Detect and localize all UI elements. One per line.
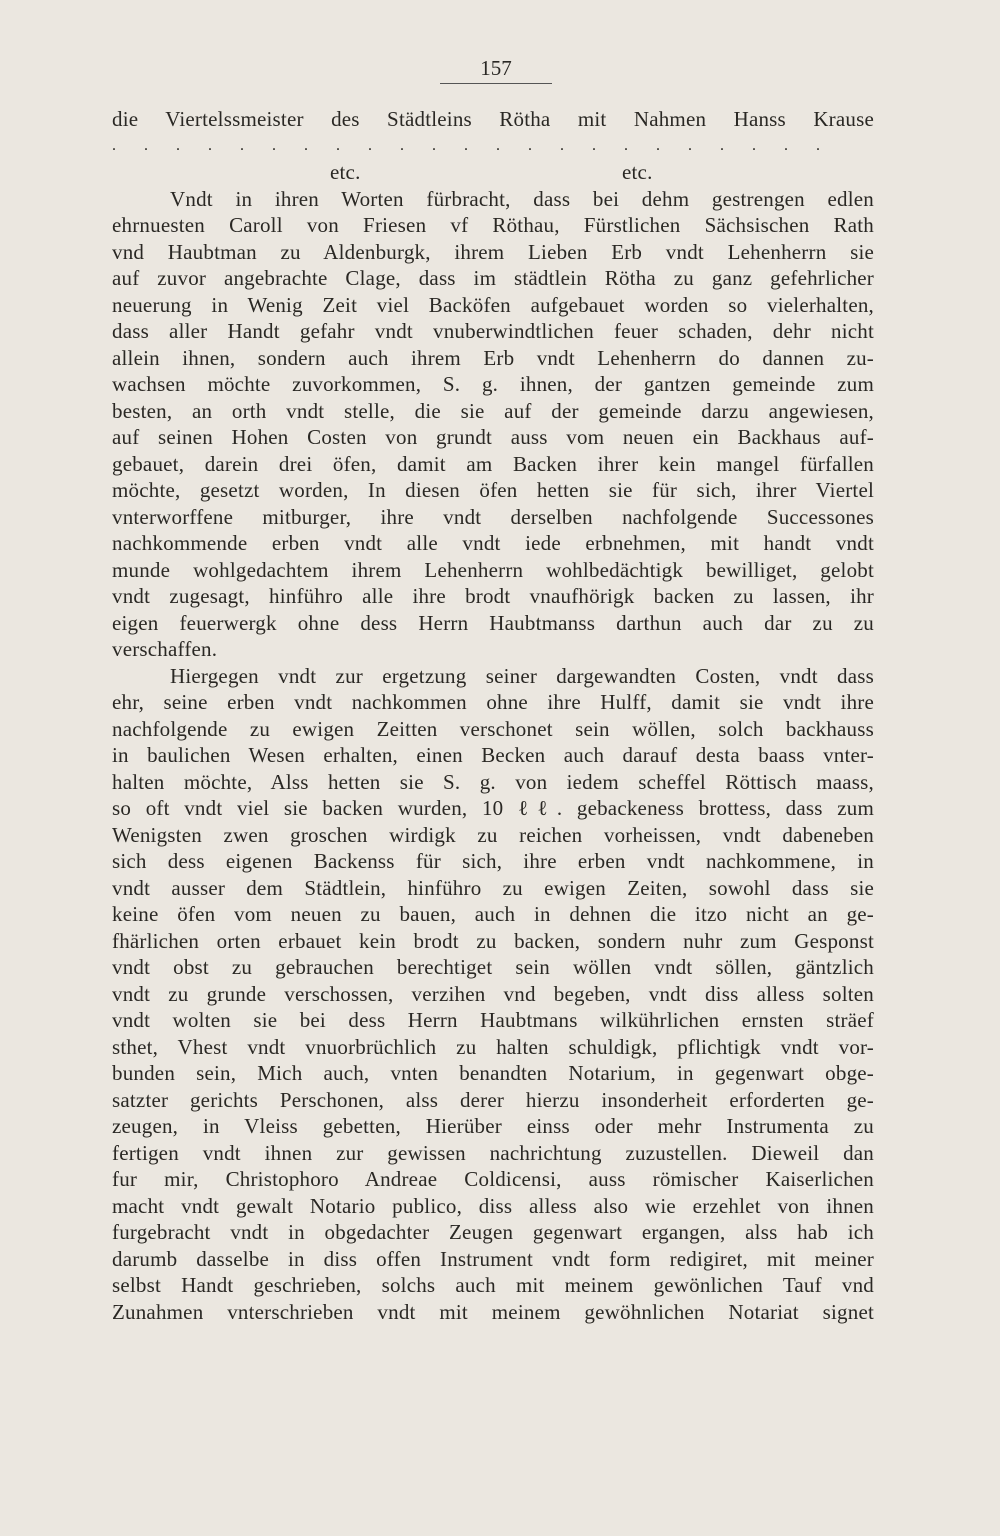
- text-line: vndt zugesagt, hinführo alle ihre brodt vnaufhörigk backen zu lassen, ihr: [112, 584, 874, 608]
- etc-left: etc.: [330, 160, 361, 184]
- text-line: vndt wolten sie bei dess Herrn Haubtmans wilkührlichen ernsten sträef: [112, 1008, 874, 1032]
- text-line: halten möchte, Alss hetten sie S. g. von iedem scheffel Röttisch maass,: [112, 769, 874, 794]
- text-line: ehr, seine erben vndt nachkommen ohne ihre Hulff, damit sie vndt ihre: [112, 690, 874, 714]
- text-line: eigen feuerwergk ohne dess Herrn Haubtmanss darthun auch dar zu zu: [112, 610, 874, 635]
- text-line: die Viertelssmeister des Städtleins Rötha mit Nahmen Hanss Krause: [112, 107, 874, 131]
- text-line: gebauet, darein drei öfen, damit am Backen ihrer kein mangel fürfallen: [112, 451, 874, 476]
- text-line: fertigen vndt ihnen zur gewissen nachrichtung zuzustellen. Dieweil dan: [112, 1140, 874, 1165]
- text-line: neuerung in Wenig Zeit viel Backöfen aufgebauet worden so vielerhalten,: [112, 292, 874, 317]
- text-line: sich dess eigenen Backenss für sich, ihre erben vndt nachkommene, in: [112, 849, 874, 873]
- text-line: verschaffen.: [112, 637, 218, 661]
- text-line: macht vndt gewalt Notario publico, diss alless also wie erzehlet von ihnen: [112, 1193, 874, 1218]
- text-line: dass aller Handt gefahr vndt vnuberwindtlichen feuer schaden, dehr nicht: [112, 319, 874, 343]
- text-line: auf zuvor angebrachte Clage, dass im städtlein Rötha zu ganz gefehrlicher: [112, 266, 874, 290]
- text-line: fhärlichen orten erbauet kein brodt zu backen, sondern nuhr zum Gesponst: [112, 928, 874, 953]
- text-line: vndt zu grunde verschossen, verzihen vnd begeben, vndt diss alless solten: [112, 981, 874, 1006]
- text-line: möchte, gesetzt worden, In diesen öfen hetten sie für sich, ihrer Viertel: [112, 478, 874, 502]
- text-line: besten, an orth vndt stelle, die sie auf der gemeinde darzu angewiesen,: [112, 398, 874, 423]
- text-line: furgebracht vndt in obgedachter Zeugen gegenwart ergangen, alss hab ich: [112, 1220, 874, 1244]
- text-line: ehrnuesten Caroll von Friesen vf Röthau, Fürstlichen Sächsischen Rath: [112, 213, 874, 237]
- text-line: vnterworffene mitburger, ihre vndt derselben nachfolgende Successones: [112, 504, 874, 529]
- text-line: selbst Handt geschrieben, solchs auch mit meinem gewönlichen Tauf vnd: [112, 1273, 874, 1297]
- text-line: fur mir, Christophoro Andreae Coldicensi, auss römischer Kaiserlichen: [112, 1167, 874, 1191]
- text-line: allein ihnen, sondern auch ihrem Erb vndt Lehenherrn do dannen zu-: [112, 345, 874, 370]
- text-line: vnd Haubtman zu Aldenburgk, ihrem Lieben Erb vndt Lehenherrn sie: [112, 239, 874, 264]
- text-line: wachsen möchte zuvorkommen, S. g. ihnen, der gantzen gemeinde zum: [112, 372, 874, 396]
- text-line: in baulichen Wesen erhalten, einen Becken auch darauf desta baass vnter-: [112, 743, 874, 767]
- text-line: auf seinen Hohen Costen von grundt auss vom neuen ein Backhaus auf-: [112, 425, 874, 449]
- text-line: darumb dasselbe in diss offen Instrument vndt form redigiret, mit meiner: [112, 1246, 874, 1271]
- text-line: Hiergegen vndt zur ergetzung seiner dargewandten Costen, vndt dass: [170, 663, 874, 688]
- text-line: sthet, Vhest vndt vnuorbrüchlich zu halten schuldigk, pflichtigk vndt vor-: [112, 1034, 874, 1059]
- text-line: zeugen, in Vleiss gebetten, Hierüber einss oder mehr Instrumenta zu: [112, 1114, 874, 1138]
- text-line: [112, 159, 874, 186]
- text-line: keine öfen vom neuen zu bauen, auch in dehnen die itzo nicht an ge-: [112, 902, 874, 926]
- text-line: bunden sein, Mich auch, vnten benandten Notarium, in gegenwart obge-: [112, 1061, 874, 1085]
- text-line: Vndt in ihren Worten fürbracht, dass bei dehm gestrengen edlen: [170, 186, 874, 211]
- text-line: vndt obst zu gebrauchen berechtiget sein wöllen vndt söllen, gäntzlich: [112, 955, 874, 979]
- text-body: [112, 106, 874, 1325]
- text-line: munde wohlgedachtem ihrem Lehenherrn wohlbedächtigk bewilliget, gelobt: [112, 557, 874, 582]
- text-line: nachkommende erben vndt alle vndt iede erbnehmen, mit handt vndt: [112, 531, 874, 555]
- text-line: Zunahmen vnterschrieben vndt mit meinem gewöhnlichen Notariat signet: [112, 1299, 874, 1324]
- text-line: Wenigsten zwen groschen wirdigk zu reichen vorheissen, vndt dabeneben: [112, 822, 874, 847]
- text-line: . . . . . . . . . . . . . . . . . . . . . . .: [112, 136, 832, 154]
- text-line: nachfolgende zu ewigen Zeitten verschonet sein wöllen, solch backhauss: [112, 716, 874, 741]
- page-number: 157: [440, 56, 552, 84]
- etc-right: etc.: [622, 160, 653, 184]
- text-line: so oft vndt viel sie backen wurden, 10 ℓℓ. gebackeness brottess, dass zum: [112, 796, 874, 820]
- text-line: vndt ausser dem Städtlein, hinführo zu ewigen Zeiten, sowohl dass sie: [112, 875, 874, 900]
- text-line: satzter gerichts Perschonen, alss derer hierzu insonderheit erforderten ge-: [112, 1087, 874, 1112]
